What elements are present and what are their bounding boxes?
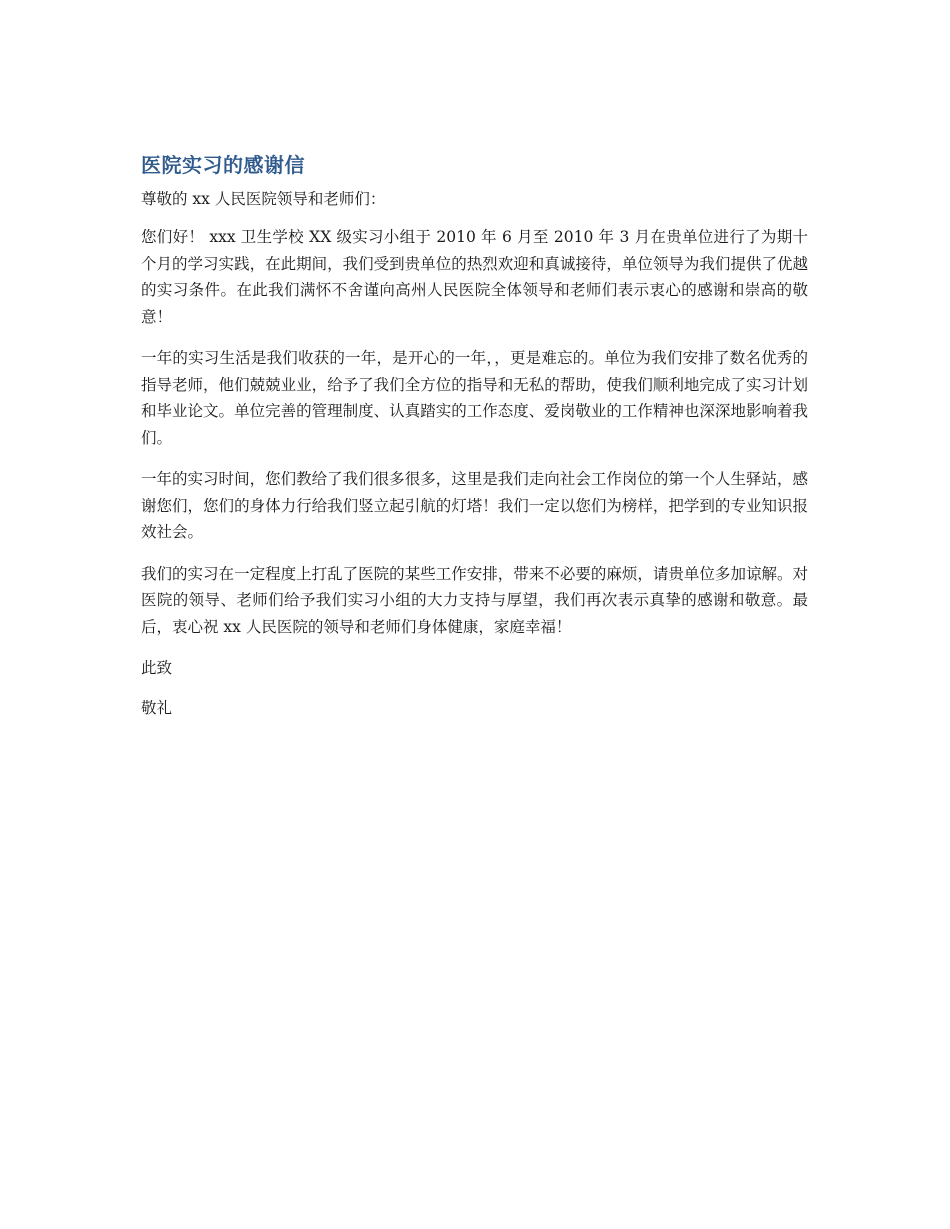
salutation: 尊敬的 xx 人民医院领导和老师们：: [141, 190, 386, 208]
paragraph-1: 您们好！ xxx 卫生学校 XX 级实习小组于 2010 年 6 月至 2010 年 3 月在贵单位进行了为期十个月的学习实践，在此期间，我们受到贵单位的热烈欢迎和真诚接待，单位领导为我们提供了优越的实习条件。在此我们满怀不舍谨向高州人民医院全体领导和老师们表示衷心的感谢和崇高的敬意！: [141, 228, 808, 326]
document-title: 医院实习的感谢信: [141, 153, 305, 177]
paragraph-3: 一年的实习时间，您们教给了我们很多很多，这里是我们走向社会工作岗位的第一个人生驿站，感谢您们，您们的身体力行给我们竖立起引航的灯塔！我们一定以您们为榜样，把学到的专业知识报效社会。: [141, 470, 808, 541]
letter-body: [141, 150, 808, 735]
closing-salute: 敬礼: [141, 699, 173, 717]
paragraph-2: 一年的实习生活是我们收获的一年，是开心的一年，，更是难忘的。单位为我们安排了数名优秀的指导老师，他们兢兢业业，给予了我们全方位的指导和无私的帮助，使我们顺利地完成了实习计划和毕业论文。单位完善的管理制度、认真踏实的工作态度、爱岗敬业的工作精神也深深地影响着我们。: [141, 349, 808, 447]
closing-regards: 此致: [141, 659, 173, 677]
paragraph-4: 我们的实习在一定程度上打乱了医院的某些工作安排，带来不必要的麻烦，请贵单位多加谅解。对医院的领导、老师们给予我们实习小组的大力支持与厚望，我们再次表示真挚的感谢和敬意。最后，衷心祝 xx 人民医院的领导和老师们身体健康，家庭幸福！: [141, 564, 808, 636]
